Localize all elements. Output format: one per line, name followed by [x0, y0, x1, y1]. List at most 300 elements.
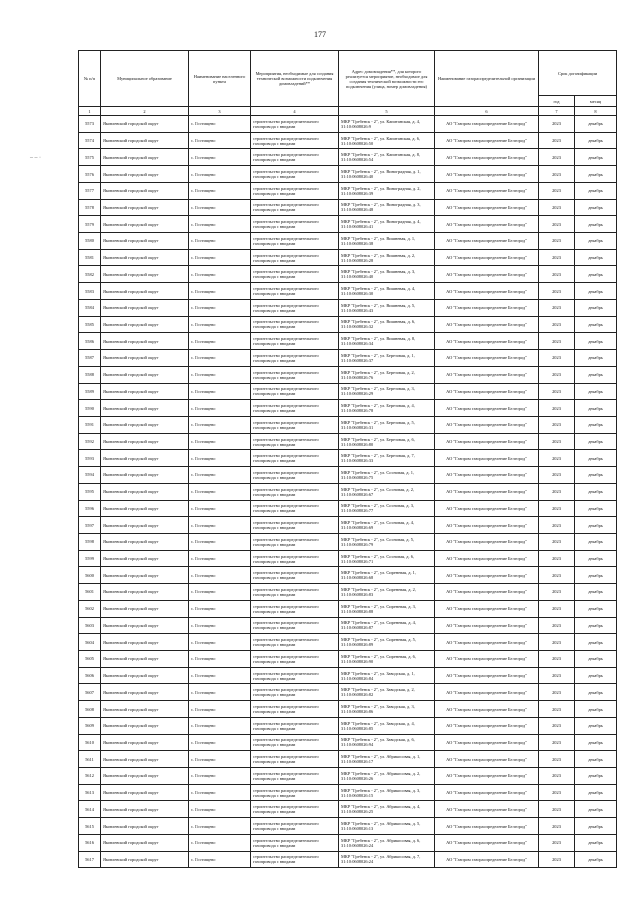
address-cell: МКР "Гребенск - 2", ул. Абрикосовая, д. 2, 31:10:0608026:26 [339, 768, 435, 785]
activity-cell: строительство распределительного газопровода с вводами [251, 483, 339, 500]
month-cell: декабрь [575, 433, 617, 450]
month-cell: декабрь [575, 366, 617, 383]
month-cell: декабрь [575, 416, 617, 433]
header-year: год [539, 96, 575, 107]
address-cell: МКР "Гребенск - 2", ул. Виноградная, д. 4, 31:10:0608026:41 [339, 216, 435, 233]
month-cell: декабрь [575, 450, 617, 467]
address-cell: МКР "Гребенск - 2", ул. Вишневая, д. 3, 31:10:0608026:40 [339, 266, 435, 283]
row-number: 5586 [79, 333, 101, 350]
locality-cell: с. Гостищево [189, 818, 251, 835]
row-number: 5614 [79, 801, 101, 818]
month-cell: декабрь [575, 617, 617, 634]
address-cell: МКР "Гребенск - 2", ул. Заводская, д. 1, 31:10:0608026:84 [339, 667, 435, 684]
row-number: 5585 [79, 316, 101, 333]
locality-cell: с. Гостищево [189, 132, 251, 149]
organization-cell: АО "Газпром газораспределение Белгород" [435, 834, 539, 851]
organization-cell: АО "Газпром газораспределение Белгород" [435, 701, 539, 718]
municipality-cell: Яковлевский городской округ [101, 149, 189, 166]
organization-cell: АО "Газпром газораспределение Белгород" [435, 600, 539, 617]
table-row [79, 366, 617, 383]
address-cell: МКР "Гребенск - 2", ул. Абрикосовая, д. 1, 31:10:0608026:17 [339, 751, 435, 768]
month-cell: декабрь [575, 299, 617, 316]
column-number: 1 [79, 107, 101, 116]
month-cell: декабрь [575, 701, 617, 718]
row-number: 5582 [79, 266, 101, 283]
table-row [79, 717, 617, 734]
table-row [79, 467, 617, 484]
municipality-cell: Яковлевский городской округ [101, 667, 189, 684]
municipality-cell: Яковлевский городской округ [101, 467, 189, 484]
row-number: 5573 [79, 116, 101, 133]
locality-cell: с. Гостищево [189, 667, 251, 684]
activity-cell: строительство распределительного газопровода с вводами [251, 600, 339, 617]
year-cell: 2023 [539, 851, 575, 868]
organization-cell: АО "Газпром газораспределение Белгород" [435, 684, 539, 701]
locality-cell: с. Гостищево [189, 149, 251, 166]
municipality-cell: Яковлевский городской округ [101, 199, 189, 216]
activity-cell: строительство распределительного газопровода с вводами [251, 550, 339, 567]
locality-cell: с. Гостищево [189, 751, 251, 768]
address-cell: МКР "Гребенск - 2", ул. Абрикосовая, д. 6, 31:10:0608026:24 [339, 834, 435, 851]
organization-cell: АО "Газпром газораспределение Белгород" [435, 149, 539, 166]
locality-cell: с. Гостищево [189, 116, 251, 133]
table-row [79, 166, 617, 183]
year-cell: 2023 [539, 433, 575, 450]
table-body [79, 116, 617, 868]
row-number: 5583 [79, 283, 101, 300]
address-cell: МКР "Гребенск - 2", ул. Абрикосовая, д. 4, 31:10:0608026:25 [339, 801, 435, 818]
year-cell: 2023 [539, 667, 575, 684]
column-number: 7 [539, 107, 575, 116]
row-number: 5598 [79, 533, 101, 550]
municipality-cell: Яковлевский городской округ [101, 483, 189, 500]
year-cell: 2023 [539, 584, 575, 601]
locality-cell: с. Гостищево [189, 366, 251, 383]
year-cell: 2023 [539, 617, 575, 634]
gasification-table [78, 50, 617, 868]
organization-cell: АО "Газпром газораспределение Белгород" [435, 550, 539, 567]
year-cell: 2023 [539, 784, 575, 801]
address-cell: МКР "Гребенск - 2", ул. Вишневая, д. 2, 31:10:0608026:28 [339, 249, 435, 266]
municipality-cell: Яковлевский городской округ [101, 784, 189, 801]
month-cell: декабрь [575, 533, 617, 550]
organization-cell: АО "Газпром газораспределение Белгород" [435, 132, 539, 149]
table-row [79, 266, 617, 283]
activity-cell: строительство распределительного газопровода с вводами [251, 617, 339, 634]
row-number: 5590 [79, 400, 101, 417]
organization-cell: АО "Газпром газораспределение Белгород" [435, 216, 539, 233]
row-number: 5577 [79, 182, 101, 199]
organization-cell: АО "Газпром газораспределение Белгород" [435, 667, 539, 684]
locality-cell: с. Гостищево [189, 400, 251, 417]
table-row [79, 734, 617, 751]
table-row [79, 651, 617, 668]
organization-cell: АО "Газпром газораспределение Белгород" [435, 751, 539, 768]
table-row [79, 350, 617, 367]
year-cell: 2023 [539, 216, 575, 233]
row-number: 5600 [79, 567, 101, 584]
organization-cell: АО "Газпром газораспределение Белгород" [435, 617, 539, 634]
activity-cell: строительство распределительного газопровода с вводами [251, 350, 339, 367]
municipality-cell: Яковлевский городской округ [101, 734, 189, 751]
municipality-cell: Яковлевский городской округ [101, 316, 189, 333]
municipality-cell: Яковлевский городской округ [101, 182, 189, 199]
activity-cell: строительство распределительного газопровода с вводами [251, 233, 339, 250]
year-cell: 2023 [539, 500, 575, 517]
month-cell: декабрь [575, 768, 617, 785]
year-cell: 2023 [539, 751, 575, 768]
activity-cell: строительство распределительного газопровода с вводами [251, 818, 339, 835]
table-row [79, 584, 617, 601]
row-number: 5611 [79, 751, 101, 768]
organization-cell: АО "Газпром газораспределение Белгород" [435, 333, 539, 350]
month-cell: декабрь [575, 517, 617, 534]
locality-cell: с. Гостищево [189, 249, 251, 266]
municipality-cell: Яковлевский городской округ [101, 634, 189, 651]
column-number: 3 [189, 107, 251, 116]
month-cell: декабрь [575, 784, 617, 801]
organization-cell: АО "Газпром газораспределение Белгород" [435, 416, 539, 433]
table-row [79, 333, 617, 350]
table-row [79, 149, 617, 166]
activity-cell: строительство распределительного газопровода с вводами [251, 316, 339, 333]
organization-cell: АО "Газпром газораспределение Белгород" [435, 717, 539, 734]
table-row [79, 199, 617, 216]
month-cell: декабрь [575, 483, 617, 500]
column-number: 5 [339, 107, 435, 116]
row-number: 5604 [79, 634, 101, 651]
activity-cell: строительство распределительного газопровода с вводами [251, 784, 339, 801]
month-cell: декабрь [575, 149, 617, 166]
year-cell: 2023 [539, 517, 575, 534]
month-cell: декабрь [575, 600, 617, 617]
locality-cell: с. Гостищево [189, 784, 251, 801]
organization-cell: АО "Газпром газораспределение Белгород" [435, 784, 539, 801]
header-address: Адрес домовладения**, для которого реализуется мероприятие, необходимое для создания технической возможности его подключения (улица, номер домовладения) [339, 51, 435, 107]
month-cell: декабрь [575, 818, 617, 835]
table-row [79, 751, 617, 768]
activity-cell: строительство распределительного газопровода с вводами [251, 416, 339, 433]
scan-mark: ‒ ‒ · [30, 155, 41, 161]
municipality-cell: Яковлевский городской округ [101, 350, 189, 367]
activity-cell: строительство распределительного газопровода с вводами [251, 801, 339, 818]
month-cell: декабрь [575, 316, 617, 333]
locality-cell: с. Гостищево [189, 851, 251, 868]
year-cell: 2023 [539, 266, 575, 283]
year-cell: 2023 [539, 734, 575, 751]
municipality-cell: Яковлевский городской округ [101, 216, 189, 233]
table-row [79, 182, 617, 199]
year-cell: 2023 [539, 333, 575, 350]
municipality-cell: Яковлевский городской округ [101, 801, 189, 818]
year-cell: 2023 [539, 366, 575, 383]
municipality-cell: Яковлевский городской округ [101, 283, 189, 300]
row-number: 5615 [79, 818, 101, 835]
table-row [79, 450, 617, 467]
year-cell: 2023 [539, 600, 575, 617]
header-term: Срок догазификации [539, 51, 617, 96]
organization-cell: АО "Газпром газораспределение Белгород" [435, 233, 539, 250]
table-row [79, 600, 617, 617]
municipality-cell: Яковлевский городской округ [101, 517, 189, 534]
page-number: 177 [314, 30, 326, 39]
row-number: 5613 [79, 784, 101, 801]
organization-cell: АО "Газпром газораспределение Белгород" [435, 366, 539, 383]
row-number: 5595 [79, 483, 101, 500]
activity-cell: строительство распределительного газопровода с вводами [251, 283, 339, 300]
locality-cell: с. Гостищево [189, 768, 251, 785]
municipality-cell: Яковлевский городской округ [101, 132, 189, 149]
activity-cell: строительство распределительного газопровода с вводами [251, 500, 339, 517]
table-row [79, 550, 617, 567]
address-cell: МКР "Гребенск - 2", ул. Капитанская, д. 4, 31:10:0608026:9 [339, 116, 435, 133]
year-cell: 2023 [539, 533, 575, 550]
address-cell: МКР "Гребенск - 2", ул. Капитанская, д. 8, 31:10:0608026:54 [339, 149, 435, 166]
municipality-cell: Яковлевский городской округ [101, 433, 189, 450]
year-cell: 2023 [539, 717, 575, 734]
organization-cell: АО "Газпром газораспределение Белгород" [435, 283, 539, 300]
organization-cell: АО "Газпром газораспределение Белгород" [435, 517, 539, 534]
month-cell: декабрь [575, 383, 617, 400]
year-cell: 2023 [539, 132, 575, 149]
row-number: 5581 [79, 249, 101, 266]
locality-cell: с. Гостищево [189, 383, 251, 400]
column-number: 6 [435, 107, 539, 116]
table-row [79, 400, 617, 417]
municipality-cell: Яковлевский городской округ [101, 266, 189, 283]
month-cell: декабрь [575, 751, 617, 768]
month-cell: декабрь [575, 584, 617, 601]
column-number: 4 [251, 107, 339, 116]
organization-cell: АО "Газпром газораспределение Белгород" [435, 350, 539, 367]
address-cell: МКР "Гребенск - 2", ул. Сосновая, д. 1, 31:10:0608026:75 [339, 467, 435, 484]
year-cell: 2023 [539, 182, 575, 199]
organization-cell: АО "Газпром газораспределение Белгород" [435, 851, 539, 868]
activity-cell: строительство распределительного газопровода с вводами [251, 684, 339, 701]
locality-cell: с. Гостищево [189, 584, 251, 601]
activity-cell: строительство распределительного газопровода с вводами [251, 651, 339, 668]
row-number: 5576 [79, 166, 101, 183]
header-num: № п/п [79, 51, 101, 107]
organization-cell: АО "Газпром газораспределение Белгород" [435, 801, 539, 818]
column-number: 8 [575, 107, 617, 116]
activity-cell: строительство распределительного газопровода с вводами [251, 701, 339, 718]
month-cell: декабрь [575, 550, 617, 567]
table-row [79, 818, 617, 835]
activity-cell: строительство распределительного газопровода с вводами [251, 768, 339, 785]
row-number: 5601 [79, 584, 101, 601]
municipality-cell: Яковлевский городской округ [101, 768, 189, 785]
address-cell: МКР "Гребенск - 2", ул. Сиреневая, д. 2, 31:10:0608026:83 [339, 584, 435, 601]
organization-cell: АО "Газпром газораспределение Белгород" [435, 266, 539, 283]
address-cell: МКР "Гребенск - 2", ул. Заводская, д. 2, 31:10:0608026:82 [339, 684, 435, 701]
year-cell: 2023 [539, 350, 575, 367]
row-number: 5580 [79, 233, 101, 250]
locality-cell: с. Гостищево [189, 567, 251, 584]
municipality-cell: Яковлевский городской округ [101, 851, 189, 868]
address-cell: МКР "Гребенск - 2", ул. Березовая, д. 1, 31:10:0608026:37 [339, 350, 435, 367]
row-number: 5587 [79, 350, 101, 367]
table-row [79, 116, 617, 133]
column-number: 2 [101, 107, 189, 116]
table-row [79, 383, 617, 400]
year-cell: 2023 [539, 283, 575, 300]
table-row [79, 433, 617, 450]
row-number: 5599 [79, 550, 101, 567]
row-number: 5612 [79, 768, 101, 785]
organization-cell: АО "Газпром газораспределение Белгород" [435, 734, 539, 751]
row-number: 5574 [79, 132, 101, 149]
month-cell: декабрь [575, 199, 617, 216]
municipality-cell: Яковлевский городской округ [101, 617, 189, 634]
locality-cell: с. Гостищево [189, 651, 251, 668]
row-number: 5603 [79, 617, 101, 634]
row-number: 5579 [79, 216, 101, 233]
year-cell: 2023 [539, 116, 575, 133]
organization-cell: АО "Газпром газораспределение Белгород" [435, 533, 539, 550]
table-row [79, 617, 617, 634]
table-row [79, 216, 617, 233]
municipality-cell: Яковлевский городской округ [101, 383, 189, 400]
activity-cell: строительство распределительного газопровода с вводами [251, 116, 339, 133]
month-cell: декабрь [575, 333, 617, 350]
table-row [79, 701, 617, 718]
locality-cell: с. Гостищево [189, 684, 251, 701]
table-row [79, 684, 617, 701]
activity-cell: строительство распределительного газопровода с вводами [251, 450, 339, 467]
row-number: 5575 [79, 149, 101, 166]
organization-cell: АО "Газпром газораспределение Белгород" [435, 400, 539, 417]
table-row [79, 132, 617, 149]
activity-cell: строительство распределительного газопровода с вводами [251, 634, 339, 651]
organization-cell: АО "Газпром газораспределение Белгород" [435, 500, 539, 517]
municipality-cell: Яковлевский городской округ [101, 584, 189, 601]
activity-cell: строительство распределительного газопровода с вводами [251, 333, 339, 350]
year-cell: 2023 [539, 149, 575, 166]
year-cell: 2023 [539, 818, 575, 835]
address-cell: МКР "Гребенск - 2", ул. Сосновая, д. 4, 31:10:0608026:69 [339, 517, 435, 534]
locality-cell: с. Гостищево [189, 166, 251, 183]
organization-cell: АО "Газпром газораспределение Белгород" [435, 249, 539, 266]
municipality-cell: Яковлевский городской округ [101, 533, 189, 550]
locality-cell: с. Гостищево [189, 266, 251, 283]
table-row [79, 283, 617, 300]
year-cell: 2023 [539, 450, 575, 467]
address-cell: МКР "Гребенск - 2", ул. Сиреневая, д. 6, 31:10:0608026:90 [339, 651, 435, 668]
table-row [79, 233, 617, 250]
locality-cell: с. Гостищево [189, 450, 251, 467]
municipality-cell: Яковлевский городской округ [101, 684, 189, 701]
address-cell: МКР "Гребенск - 2", ул. Сиреневая, д. 5, 31:10:0608026:89 [339, 634, 435, 651]
address-cell: МКР "Гребенск - 2", ул. Березовая, д. 2, 31:10:0608026:76 [339, 366, 435, 383]
address-cell: МКР "Гребенск - 2", ул. Вишневая, д. 5, 31:10:0608026:43 [339, 299, 435, 316]
table-row [79, 249, 617, 266]
row-number: 5578 [79, 199, 101, 216]
activity-cell: строительство распределительного газопровода с вводами [251, 132, 339, 149]
header-month: месяц [575, 96, 617, 107]
year-cell: 2023 [539, 199, 575, 216]
header-organization: Наименование газораспределительной организации [435, 51, 539, 107]
row-number: 5617 [79, 851, 101, 868]
organization-cell: АО "Газпром газораспределение Белгород" [435, 316, 539, 333]
month-cell: декабрь [575, 350, 617, 367]
address-cell: МКР "Гребенск - 2", ул. Сосновая, д. 2, 31:10:0608026:67 [339, 483, 435, 500]
activity-cell: строительство распределительного газопровода с вводами [251, 216, 339, 233]
table-row [79, 299, 617, 316]
organization-cell: АО "Газпром газораспределение Белгород" [435, 818, 539, 835]
municipality-cell: Яковлевский городской округ [101, 450, 189, 467]
locality-cell: с. Гостищево [189, 299, 251, 316]
address-cell: МКР "Гребенск - 2", ул. Березовая, д. 6, 31:10:0608026:80 [339, 433, 435, 450]
row-number: 5602 [79, 600, 101, 617]
municipality-cell: Яковлевский городской округ [101, 701, 189, 718]
year-cell: 2023 [539, 684, 575, 701]
address-cell: МКР "Гребенск - 2", ул. Абрикосовая, д. 3, 31:10:0608026:15 [339, 784, 435, 801]
organization-cell: АО "Газпром газораспределение Белгород" [435, 651, 539, 668]
year-cell: 2023 [539, 701, 575, 718]
month-cell: декабрь [575, 651, 617, 668]
activity-cell: строительство распределительного газопровода с вводами [251, 517, 339, 534]
municipality-cell: Яковлевский городской округ [101, 751, 189, 768]
year-cell: 2023 [539, 383, 575, 400]
month-cell: декабрь [575, 567, 617, 584]
locality-cell: с. Гостищево [189, 182, 251, 199]
address-cell: МКР "Гребенск - 2", ул. Березовая, д. 7, 31:10:0608026:33 [339, 450, 435, 467]
municipality-cell: Яковлевский городской округ [101, 116, 189, 133]
address-cell: МКР "Гребенск - 2", ул. Березовая, д. 5, 31:10:0608026:31 [339, 416, 435, 433]
organization-cell: АО "Газпром газораспределение Белгород" [435, 634, 539, 651]
activity-cell: строительство распределительного газопровода с вводами [251, 734, 339, 751]
month-cell: декабрь [575, 116, 617, 133]
activity-cell: строительство распределительного газопровода с вводами [251, 567, 339, 584]
year-cell: 2023 [539, 400, 575, 417]
address-cell: МКР "Гребенск - 2", ул. Виноградная, д. 1, 31:10:0608026:40 [339, 166, 435, 183]
month-cell: декабрь [575, 166, 617, 183]
address-cell: МКР "Гребенск - 2", ул. Заводская, д. 3, 31:10:0608026:86 [339, 701, 435, 718]
activity-cell: строительство распределительного газопровода с вводами [251, 717, 339, 734]
table-row [79, 851, 617, 868]
municipality-cell: Яковлевский городской округ [101, 600, 189, 617]
activity-cell: строительство распределительного газопровода с вводами [251, 433, 339, 450]
month-cell: декабрь [575, 834, 617, 851]
activity-cell: строительство распределительного газопровода с вводами [251, 149, 339, 166]
table-row [79, 834, 617, 851]
table-row [79, 533, 617, 550]
table-header [79, 51, 617, 116]
municipality-cell: Яковлевский городской округ [101, 166, 189, 183]
year-cell: 2023 [539, 166, 575, 183]
row-number: 5597 [79, 517, 101, 534]
organization-cell: АО "Газпром газораспределение Белгород" [435, 182, 539, 199]
month-cell: декабрь [575, 182, 617, 199]
table-row [79, 801, 617, 818]
organization-cell: АО "Газпром газораспределение Белгород" [435, 584, 539, 601]
year-cell: 2023 [539, 483, 575, 500]
municipality-cell: Яковлевский городской округ [101, 366, 189, 383]
locality-cell: с. Гостищево [189, 734, 251, 751]
row-number: 5588 [79, 366, 101, 383]
activity-cell: строительство распределительного газопровода с вводами [251, 383, 339, 400]
year-cell: 2023 [539, 249, 575, 266]
municipality-cell: Яковлевский городской округ [101, 717, 189, 734]
month-cell: декабрь [575, 216, 617, 233]
locality-cell: с. Гостищево [189, 617, 251, 634]
municipality-cell: Яковлевский городской округ [101, 834, 189, 851]
row-number: 5596 [79, 500, 101, 517]
row-number: 5608 [79, 701, 101, 718]
municipality-cell: Яковлевский городской округ [101, 299, 189, 316]
header-municipality: Муниципальное образование [101, 51, 189, 107]
